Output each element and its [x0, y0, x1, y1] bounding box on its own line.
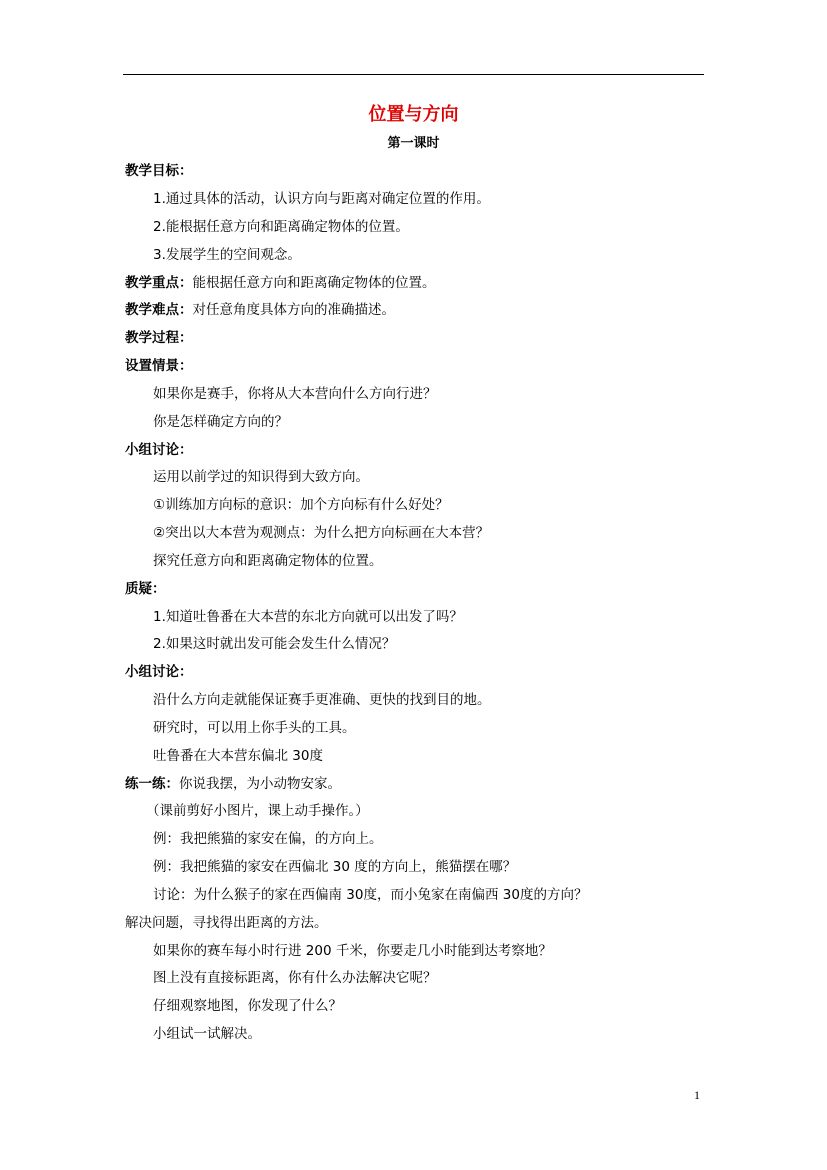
body-text: 解决问题，寻找得出距离的方法。: [125, 915, 328, 931]
body-text: 如果你是赛手，你将从大本营向什么方向行进？: [153, 386, 437, 402]
section-heading-practice: 练一练：你说我摆，为小动物安家。: [125, 776, 341, 792]
body-text: 仔细观察地图，你发现了什么？: [153, 998, 342, 1014]
body-text: 小组试一试解决。: [153, 1026, 261, 1042]
body-text: ②突出以大本营为观测点：为什么把方向标画在大本营？: [153, 525, 490, 541]
section-heading-questions: 质疑：: [125, 581, 166, 597]
body-text: 运用以前学过的知识得到大致方向。: [153, 469, 369, 485]
section-heading-objectives: 教学目标：: [125, 163, 193, 179]
section-heading-scenario: 设置情景：: [125, 358, 193, 374]
body-text: （课前剪好小图片，课上动手操作。）: [146, 803, 369, 819]
section-heading-group-discussion: 小组讨论：: [125, 442, 193, 458]
body-text: 例：我把熊猫的家安在西偏北 30 度的方向上，熊猫摆在哪？: [153, 859, 517, 875]
body-text: 2.如果这时就出发可能会发生什么情况？: [153, 636, 396, 652]
body-text: 如果你的赛车每小时行进 200 千米，你要走几小时能到达考察地？: [153, 943, 552, 959]
section-heading-group-discussion: 小组讨论：: [125, 664, 193, 680]
header-rule: [123, 74, 704, 75]
body-text: 探究任意方向和距离确定物体的位置。: [153, 553, 383, 569]
body-text: 1.知道吐鲁番在大本营的东北方向就可以出发了吗？: [153, 609, 463, 625]
body-text: 你是怎样确定方向的？: [153, 414, 288, 430]
body-text: ①训练加方向标的意识：加个方向标有什么好处？: [153, 497, 449, 513]
body-text: 沿什么方向走就能保证赛手更准确、更快的找到目的地。: [153, 692, 491, 708]
body-text: 例：我把熊猫的家安在偏，的方向上。: [153, 831, 383, 847]
page-number: 1: [694, 1088, 700, 1102]
body-text: 讨论：为什么猴子的家在西偏南 30度，而小兔家在南偏西 30度的方向？: [153, 887, 588, 903]
objective-item: 3.发展学生的空间观念。: [153, 247, 301, 263]
body-text: 研究时，可以用上你手头的工具。: [153, 720, 356, 736]
difficult-point: 教学难点：对任意角度具体方向的准确描述。: [125, 302, 395, 318]
objective-item: 1.通过具体的活动，认识方向与距离对确定位置的作用。: [153, 191, 490, 207]
body-text: 图上没有直接标距离，你有什么办法解决它呢？: [153, 970, 437, 986]
body-text: 吐鲁番在大本营东偏北 30度: [153, 748, 323, 764]
objective-item: 2.能根据任意方向和距离确定物体的位置。: [153, 219, 409, 235]
key-point: 教学重点：能根据任意方向和距离确定物体的位置。: [125, 275, 436, 291]
page-subtitle: 第一课时: [387, 136, 440, 151]
page-title: 位置与方向: [368, 104, 459, 125]
section-heading-process: 教学过程：: [125, 330, 193, 346]
